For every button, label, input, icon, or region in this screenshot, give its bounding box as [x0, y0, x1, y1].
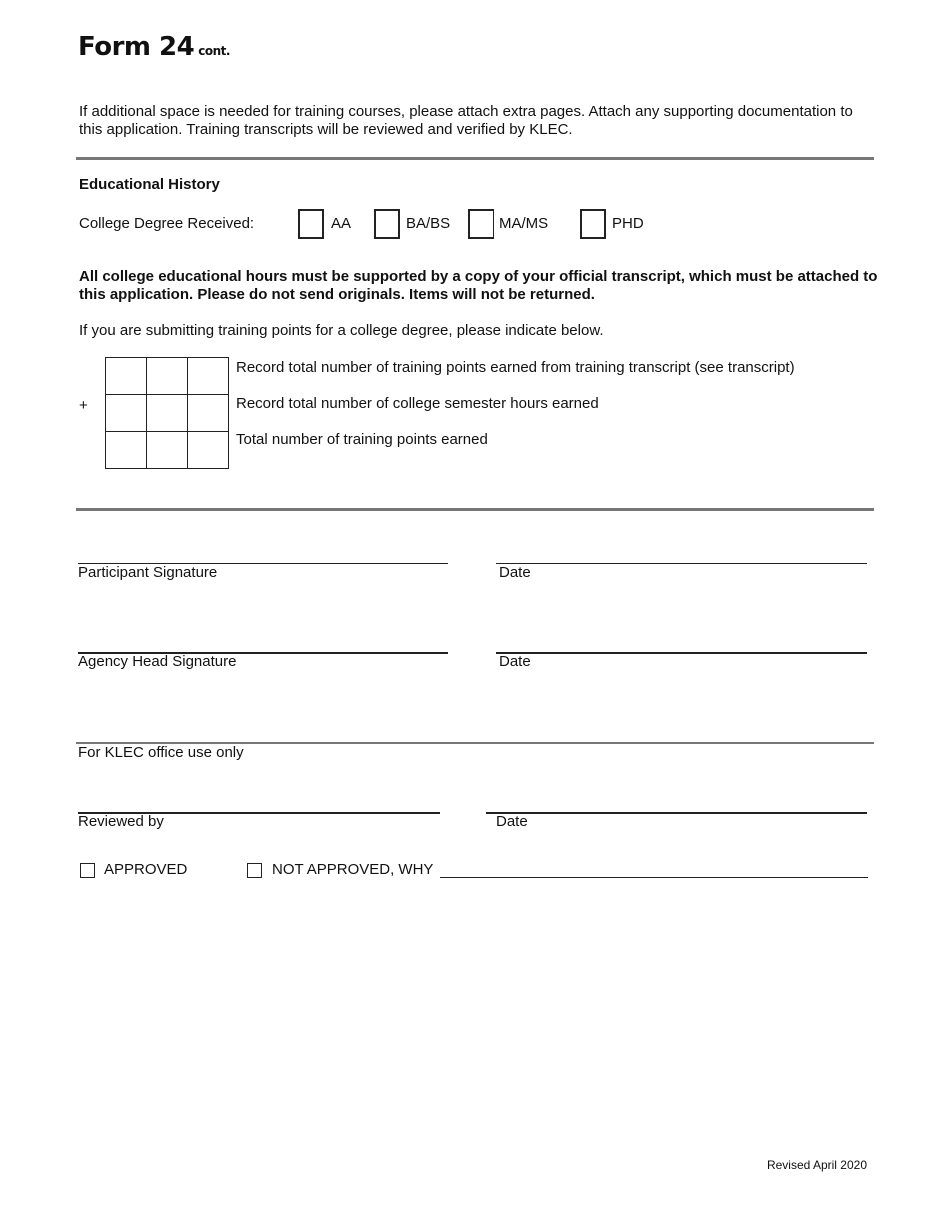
grid-cell[interactable]: [188, 432, 229, 469]
grid-row-semester-hours: [106, 395, 229, 432]
grid-cell[interactable]: [106, 395, 147, 432]
grid-cell[interactable]: [106, 358, 147, 395]
section-divider: [76, 508, 874, 511]
row-label-transcript-points: Record total number of training points earned from training transcript (see transcript): [236, 359, 795, 376]
row-label-total-points: Total number of training points earned: [236, 431, 488, 448]
not-approved-checkbox[interactable]: [247, 863, 262, 878]
reviewed-by-label: Reviewed by: [78, 813, 164, 830]
grid-cell[interactable]: [147, 395, 188, 432]
form-title-text: Form 24: [78, 32, 195, 62]
revision-date: Revised April 2020: [766, 1158, 867, 1172]
grid-cell[interactable]: [188, 395, 229, 432]
not-approved-label: NOT APPROVED, WHY: [272, 861, 434, 878]
training-points-grid: [105, 357, 229, 469]
plus-sign: +: [79, 397, 88, 414]
training-points-instruction: If you are submitting training points for a college degree, please indicate below.: [79, 322, 604, 339]
educational-history-heading: Educational History: [79, 176, 220, 193]
grid-cell[interactable]: [147, 432, 188, 469]
grid-cell[interactable]: [106, 432, 147, 469]
participant-date-line[interactable]: [496, 563, 867, 564]
form-title-suffix: cont.: [198, 44, 230, 58]
degree-phd-label: PHD: [612, 215, 644, 232]
degree-mams-label: MA/MS: [499, 215, 549, 232]
form-title: [78, 32, 230, 62]
participant-date-label: Date: [499, 564, 531, 581]
degree-aa-checkbox[interactable]: [298, 209, 324, 239]
grid-row-transcript-points: [106, 358, 229, 395]
agency-head-signature-label: Agency Head Signature: [78, 653, 237, 670]
not-approved-reason-line[interactable]: [440, 877, 868, 878]
agency-head-date-label: Date: [499, 653, 531, 670]
intro-text: If additional space is needed for training courses, please attach extra pages. Attach any supporting documentation to this application. Training transcripts will be reviewed and verified by KLEC.: [79, 103, 853, 138]
reviewed-date-label: Date: [496, 813, 528, 830]
reviewed-date-line[interactable]: [486, 812, 867, 814]
degree-babs-checkbox[interactable]: [374, 209, 400, 239]
grid-row-total-points: [106, 432, 229, 469]
degree-mams-checkbox[interactable]: [468, 209, 494, 239]
grid-cell[interactable]: [188, 358, 229, 395]
transcript-notice: All college educational hours must be supported by a copy of your official transcript, which must be attached to this application. Please do not send originals. Items will not be returned.: [79, 268, 878, 303]
approved-checkbox[interactable]: [80, 863, 95, 878]
degree-aa-label: AA: [331, 215, 352, 232]
degree-phd-checkbox[interactable]: [580, 209, 606, 239]
degree-received-label: College Degree Received:: [79, 215, 255, 232]
office-use-heading: For KLEC office use only: [78, 744, 244, 761]
agency-head-date-line[interactable]: [496, 652, 867, 654]
grid-cell[interactable]: [147, 358, 188, 395]
participant-signature-label: Participant Signature: [78, 564, 218, 581]
section-divider: [76, 157, 874, 160]
degree-babs-label: BA/BS: [406, 215, 451, 232]
row-label-semester-hours: Record total number of college semester hours earned: [236, 395, 599, 412]
approved-label: APPROVED: [104, 861, 188, 878]
